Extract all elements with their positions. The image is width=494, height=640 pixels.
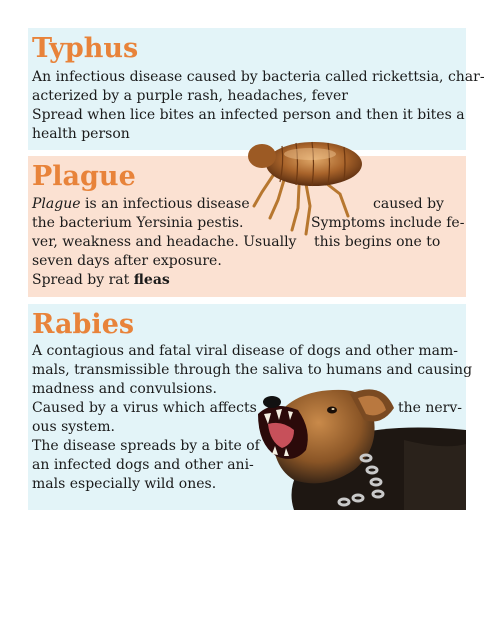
plague-text-line: caused by: [373, 196, 444, 212]
plague-title: Plague: [32, 161, 136, 192]
typhus-text-line: An infectious disease caused by bacteria called rickettsia, char-: [32, 69, 485, 85]
plague-text-line: this begins one to: [314, 234, 441, 250]
flea-image: [244, 134, 366, 238]
rabies-text-line: Caused by a virus which affects: [32, 400, 257, 416]
typhus-section: [28, 28, 485, 150]
rabies-text-line: mals especially wild ones.: [32, 476, 217, 492]
typhus-text-line: acterized by a purple rash, headaches, fever: [32, 88, 348, 104]
rabies-text-line: the nerv-: [398, 400, 463, 416]
rabies-text-line: The disease spreads by a bite of: [32, 438, 260, 454]
plague-text-line: Symptoms include fe-: [311, 215, 465, 231]
plague-text-line: ver, weakness and headache. Usually: [32, 234, 297, 250]
plague-text-line: [32, 195, 250, 214]
plague-text-line: [32, 271, 170, 290]
plague-text-fragment: is an infectious disease: [80, 196, 250, 212]
rabies-text-line: A contagious and fatal viral disease of dogs and other mam-: [32, 343, 459, 359]
plague-text-fragment: Spread by rat: [32, 272, 134, 288]
plague-bold-term: fleas: [133, 272, 170, 288]
rabies-text-line: an infected dogs and other ani-: [32, 457, 254, 473]
plague-text-line: seven days after exposure.: [32, 253, 222, 269]
snarling-dog-image: [254, 380, 466, 510]
plague-text-line: the bacterium Yersinia pestis.: [32, 215, 244, 231]
typhus-text-line: health person: [32, 126, 130, 142]
rabies-text-line: madness and convulsions.: [32, 381, 217, 397]
plague-italic-term: Plague: [32, 196, 81, 212]
typhus-text-line: Spread when lice bites an infected person and then it bites a: [32, 107, 465, 123]
rabies-title: Rabies: [32, 309, 135, 340]
rabies-text-line: mals, transmissible through the saliva to humans and causing: [32, 362, 473, 378]
rabies-text-line: ous system.: [32, 419, 115, 435]
typhus-title: Typhus: [32, 33, 139, 64]
